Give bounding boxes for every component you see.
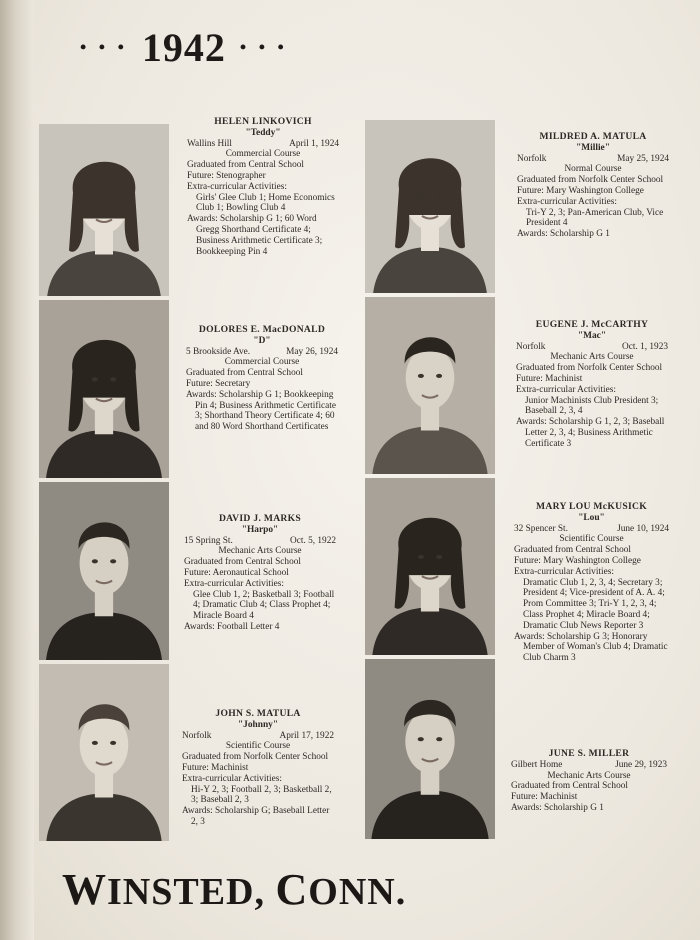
student-name: JUNE S. MILLER	[548, 748, 630, 759]
student-name: DOLORES E. MacDONALD	[198, 324, 326, 335]
address-line	[511, 760, 667, 771]
address-line	[514, 524, 669, 535]
student-future: Future: Stenographer	[187, 170, 266, 181]
student-school: Graduated from Central School	[511, 781, 628, 792]
student-name: EUGENE J. McCARTHY	[535, 319, 649, 330]
student-photo	[39, 300, 169, 478]
student-awards: Awards: Scholarship G; Baseball Letter 2, 3	[182, 806, 330, 827]
student-activities: Hi-Y 2, 3; Football 2, 3; Basketball 2, 3; Baseball 2, 3	[191, 784, 332, 806]
portrait-image	[39, 300, 169, 478]
student-awards: Awards: Scholarship G 1, 2, 3; Baseball Letter 2, 3, 4; Business Arithmetic Certificate 3	[516, 417, 665, 449]
student-birthdate: June 29, 1923	[615, 759, 667, 770]
student-school: Graduated from Central School	[187, 160, 304, 171]
student-entry	[187, 117, 339, 257]
student-photo	[39, 124, 169, 296]
student-future: Future: Machinist	[511, 792, 578, 803]
student-address: Norfolk	[516, 341, 546, 352]
student-course: Normal Course	[564, 164, 622, 175]
portrait-image	[39, 482, 169, 660]
student-nickname: "Harpo"	[241, 524, 279, 535]
student-course: Commercial Course	[225, 149, 301, 160]
portrait-image	[39, 124, 169, 296]
address-line	[187, 139, 339, 150]
student-photo	[365, 659, 495, 839]
student-activities: Tri-Y 2, 3; Pan-American Club, Vice President 4	[526, 207, 664, 229]
activities-heading: Extra-curricular Activities:	[516, 384, 616, 395]
activities-heading: Extra-curricular Activities:	[182, 773, 282, 784]
student-address: 15 Spring St.	[184, 535, 233, 546]
student-entry	[182, 709, 334, 828]
student-nickname: "Johnny"	[237, 719, 279, 730]
portrait-image	[365, 120, 495, 293]
student-nickname: "Millie"	[576, 142, 610, 153]
activities-heading: Extra-curricular Activities:	[187, 181, 287, 192]
student-course: Scientific Course	[559, 534, 624, 545]
header-dots-right: • • •	[239, 36, 288, 57]
student-awards: Awards: Scholarship G 1; 60 Word Gregg Shorthand Certificate 4; Business Arithmetic Certificate 3; Bookkeeping Pin 4	[187, 214, 323, 257]
student-school: Graduated from Norfolk Center School	[182, 752, 329, 763]
student-course: Mechanic Arts Course	[550, 352, 634, 363]
student-birthdate: May 26, 1924	[286, 346, 338, 357]
student-activities: Junior Machinists Club President 3; Baseball 2, 3, 4	[525, 395, 659, 417]
activities-heading: Extra-curricular Activities:	[184, 578, 284, 589]
student-course: Mechanic Arts Course	[547, 770, 631, 781]
student-birthdate: Oct. 5, 1922	[290, 535, 336, 546]
footer-initial-w: W	[62, 865, 107, 914]
student-future: Future: Mary Washington College	[514, 555, 641, 566]
student-address: Norfolk	[182, 730, 212, 741]
student-school: Graduated from Central School	[186, 368, 303, 379]
student-awards: Awards: Scholarship G 1	[517, 229, 610, 240]
student-name: HELEN LINKOVICH	[214, 116, 312, 127]
student-address: 32 Spencer St.	[514, 523, 568, 534]
student-photo	[365, 478, 495, 655]
student-entry	[184, 514, 336, 633]
student-birthdate: Oct. 1, 1923	[622, 341, 668, 352]
address-line	[182, 731, 334, 742]
student-birthdate: June 10, 1924	[617, 523, 669, 534]
student-activities: Girls' Glee Club 1; Home Economics Club 1; Bowling Club 4	[196, 192, 335, 214]
student-nickname: "Lou"	[578, 512, 605, 523]
student-course: Commercial Course	[224, 357, 300, 368]
page-footer-town	[62, 864, 406, 915]
footer-text-insted: INSTED,	[107, 871, 276, 913]
header-dots-left: • • •	[80, 36, 128, 57]
student-photo	[365, 297, 495, 474]
student-photo	[39, 482, 169, 660]
student-school: Graduated from Norfolk Center School	[517, 175, 664, 186]
student-birthdate: April 17, 1922	[279, 730, 334, 741]
address-line	[186, 347, 338, 358]
student-awards: Awards: Scholarship G 1	[511, 802, 604, 813]
student-entry	[516, 320, 668, 450]
student-address: Gilbert Home	[511, 759, 563, 770]
student-awards: Awards: Scholarship G 3; Honorary Member of Woman's Club 4; Dramatic Club Charm 3	[514, 631, 668, 664]
page-header	[80, 22, 288, 72]
student-entry	[514, 502, 669, 664]
student-awards: Awards: Football Letter 4	[184, 621, 280, 632]
student-school: Graduated from Central School	[514, 545, 631, 556]
student-birthdate: May 25, 1924	[617, 153, 669, 164]
student-entry	[517, 132, 669, 240]
student-nickname: "D"	[253, 335, 271, 346]
activities-heading: Extra-curricular Activities:	[514, 566, 614, 577]
student-photo	[39, 664, 169, 841]
student-activities: Glee Club 1, 2; Basketball 3; Football 4; Dramatic Club 4; Class Prophet 4; Miracle Board 4	[193, 589, 335, 622]
portrait-image	[365, 478, 495, 655]
student-future: Future: Secretary	[186, 378, 251, 389]
student-school: Graduated from Central School	[184, 557, 301, 568]
portrait-image	[365, 659, 495, 839]
portrait-image	[39, 664, 169, 841]
student-address: Norfolk	[517, 153, 547, 164]
student-future: Future: Aeronautical School	[184, 567, 289, 578]
portrait-image	[365, 297, 495, 474]
student-address: Wallins Hill	[187, 138, 232, 149]
student-activities: Dramatic Club 1, 2, 3, 4; Secretary 3; President 4; Vice-president of A. A. 4; Prom Committee 3; Tri-Y 1, 2, 3, 4; Class Prophet 4; Miracle Board 4; Dramatic Club News Reporter 3	[523, 577, 665, 631]
student-course: Scientific Course	[225, 741, 291, 752]
address-line	[184, 536, 336, 547]
activities-heading: Extra-curricular Activities:	[517, 196, 617, 207]
page-year: 1942	[141, 24, 226, 70]
student-nickname: "Teddy"	[245, 127, 281, 138]
student-awards: Awards: Scholarship G 1; Bookkeeping Pin 4; Business Arithmetic Certificate 3; Shorthand Theory Certificate 4; 60 and 80 Word Shorthand Certificates	[186, 389, 336, 433]
student-course: Mechanic Arts Course	[218, 546, 302, 557]
student-photo	[365, 120, 495, 293]
student-school: Graduated from Norfolk Center School	[516, 363, 663, 374]
student-nickname: "Mac"	[577, 330, 607, 341]
student-future: Future: Machinist	[516, 373, 583, 384]
student-name: MILDRED A. MATULA	[539, 131, 647, 142]
footer-text-onn: ONN.	[308, 871, 407, 913]
address-line	[516, 342, 668, 353]
student-birthdate: April 1, 1924	[289, 138, 339, 149]
student-entry	[511, 749, 667, 814]
student-future: Future: Mary Washington College	[517, 185, 644, 196]
address-line	[517, 154, 669, 165]
student-entry	[186, 325, 338, 433]
student-address: 5 Brookside Ave.	[186, 346, 251, 357]
student-name: MARY LOU McKUSICK	[536, 501, 647, 512]
footer-initial-c: C	[275, 865, 309, 914]
student-future: Future: Machinist	[182, 762, 249, 773]
page-binding-shadow	[0, 0, 34, 940]
student-name: DAVID J. MARKS	[218, 513, 302, 524]
student-name: JOHN S. MATULA	[215, 708, 301, 719]
